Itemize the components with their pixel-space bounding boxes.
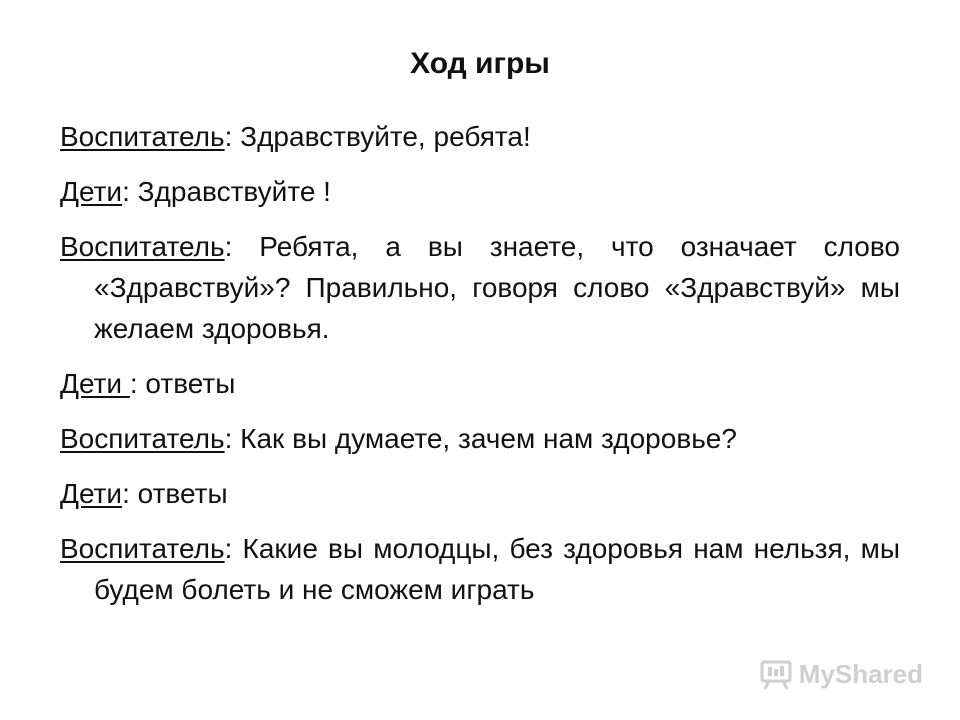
slide-title: Ход игры <box>410 47 550 80</box>
watermark-text: MyShared <box>798 659 923 689</box>
dialogue-line <box>60 226 900 349</box>
line-text: ответы <box>137 478 228 509</box>
line-text: Как вы думаете, зачем нам здоровье? <box>240 423 737 454</box>
separator: : <box>224 423 241 454</box>
separator: : <box>122 176 138 207</box>
separator: : <box>129 368 146 399</box>
dialogue-line <box>60 528 900 610</box>
line-text: ответы <box>145 368 236 399</box>
line-text: Какие вы молодцы, без здоровья нам нельзя, мы будем болеть и не сможем играть <box>94 533 900 605</box>
speaker-label: Воспитатель <box>60 121 225 152</box>
dialogue-line <box>60 418 900 459</box>
line-text: Ребята, а вы знаете, что означает слово «Здравствуй»? Правильно, говоря слово «Здравствуй» мы желаем здоровья. <box>94 231 900 344</box>
slide-body <box>60 116 900 624</box>
speaker-label: Воспитатель <box>60 533 225 564</box>
line-text: Здравствуйте ! <box>137 176 331 207</box>
speaker-label: Воспитатель <box>60 423 225 454</box>
separator: : <box>224 533 243 564</box>
watermark-logo <box>759 659 923 690</box>
speaker-label: Дети <box>60 176 123 207</box>
dialogue-line <box>60 363 900 404</box>
separator: : <box>122 478 138 509</box>
dialogue-line <box>60 116 900 157</box>
dialogue-line <box>60 473 900 514</box>
speaker-label: Дети <box>60 478 123 509</box>
dialogue-line <box>60 171 900 212</box>
speaker-label: Воспитатель <box>60 231 225 262</box>
presentation-board-icon <box>759 660 793 690</box>
separator: : <box>224 121 241 152</box>
line-text: Здравствуйте, ребята! <box>240 121 531 152</box>
speaker-label: Дети <box>60 368 130 399</box>
separator: : <box>224 231 260 262</box>
